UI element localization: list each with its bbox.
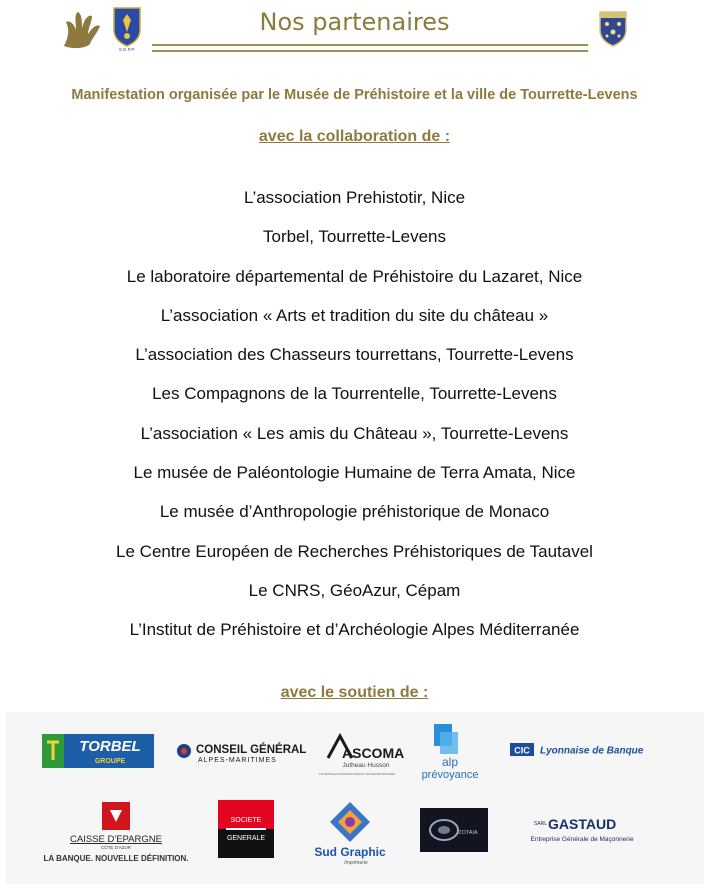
list-item: Les Compagnons de la Tourrentelle, Tourrette-Levens [152, 384, 557, 404]
caisse-tagline: LA BANQUE. NOUVELLE DÉFINITION. [43, 854, 189, 863]
prevoyance-name: prévoyance [421, 769, 479, 781]
list-item: L’Institut de Préhistoire et d’Archéologie Alpes Méditerranée [129, 620, 580, 640]
header-rule-top [152, 44, 588, 46]
gastaud-prefix: SARL [534, 821, 548, 827]
caisse-sub: CÔTE D'AZUR [100, 845, 132, 850]
sud-graphic-logo [312, 800, 388, 866]
list-item: Torbel, Tourrette-Levens [262, 227, 446, 247]
lyonnaise-de-banque-logo [510, 742, 660, 758]
cic-mark: CIC [514, 745, 530, 756]
header-rule-bottom [152, 50, 588, 52]
zotaia-logo [420, 808, 488, 852]
conseil-general-sub: ALPES-MARITIMES [198, 757, 277, 764]
list-item: L’association des Chasseurs tourrettans, Tourrette-Levens [135, 345, 574, 365]
collaboration-heading: avec la collaboration de : [258, 128, 451, 145]
sg-name-1: SOCIETE [230, 817, 262, 824]
zotaia-name: ZOTAIA [458, 830, 478, 836]
list-item: Le musée de Paléontologie Humaine de Terra Amata, Nice [133, 463, 576, 483]
conseil-general-logo [176, 740, 306, 766]
organizer-line: Manifestation organisée par le Musée de Préhistoire et la ville de Tourrette-Levens [71, 87, 638, 103]
support-heading: avec le soutien de : [280, 684, 429, 701]
partners-list [0, 184, 709, 656]
list-item: Le laboratoire départemental de Préhistoire du Lazaret, Nice [126, 266, 583, 286]
caisse-name: CAISSE D'EPARGNE [70, 834, 162, 845]
page-title: Nos partenaires [259, 8, 450, 36]
list-item: L’association Prehistotir, Nice [243, 188, 466, 207]
sud-graphic-sub: Imprimerie [344, 860, 368, 866]
torbel-sub: GROUPE [94, 758, 126, 765]
ascoma-tagline: COURTAGE D'ASSURANCES ET DE REASSURANCES [318, 772, 396, 776]
list-item: Le Centre Européen de Recherches Préhistoriques de Tautavel [116, 541, 593, 561]
shield-caption: S.E.P.P. [118, 47, 136, 52]
list-item: Le musée d’Anthropologie préhistorique de Monaco [159, 502, 550, 522]
alp-prevoyance-logo [414, 722, 486, 780]
ascoma-sub: Jutheau Husson [342, 762, 390, 769]
torbel-name: TORBEL [79, 738, 141, 755]
gastaud-sub: Entreprise Générale de Maçonnerie [530, 836, 634, 843]
list-item: L’association « Les amis du Château », Tourrette-Levens [140, 423, 569, 443]
sud-graphic-name: Sud Graphic [314, 845, 386, 859]
gastaud-name: GASTAUD [548, 816, 617, 832]
torbel-logo [42, 734, 154, 768]
conseil-general-name: CONSEIL GÉNÉRAL [196, 744, 307, 756]
caisse-epargne-logo [43, 800, 189, 864]
ascoma-name: ASCOMA [342, 745, 405, 761]
gastaud-logo [522, 812, 642, 846]
list-item: Le CNRS, GéoAzur, Cépam [248, 580, 461, 600]
sg-name-2: GENERALE [226, 835, 266, 842]
ascoma-logo [318, 730, 405, 778]
sponsor-logos-panel [6, 712, 704, 884]
societe-generale-logo [218, 800, 274, 858]
alp-name: alp [441, 755, 459, 769]
town-crest-logo-icon [598, 8, 628, 48]
lyonnaise-name: Lyonnaise de Banque [540, 745, 644, 757]
list-item: L’association « Arts et tradition du site du château » [160, 305, 549, 325]
page-header [0, 0, 709, 60]
